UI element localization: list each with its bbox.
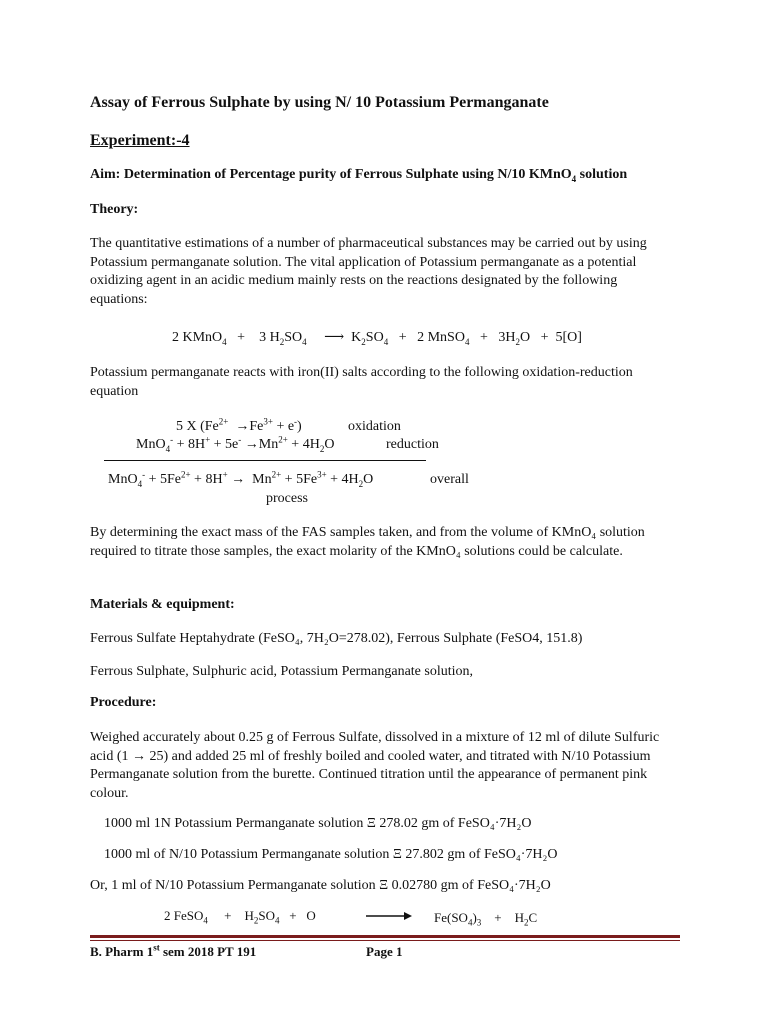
footer-course-rest: sem 2018 PT 191: [159, 944, 257, 959]
materials-line-2: Ferrous Sulphate, Sulphuric acid, Potassium Permanganate solution,: [90, 664, 474, 679]
footer-left: [90, 944, 256, 960]
reaction-intro: Potassium permanganate reacts with iron(II) salts according to the following oxidation-reduction equation: [90, 365, 633, 399]
document-title: Assay of Ferrous Sulphate by using N/ 10 Potassium Permanganate: [90, 94, 549, 111]
overall-equation: $MnO_4^- + 5Fe^{2+} + 8H^+ \to Mn^{2+} + 5Fe^{3+} + 4H_2O$: [108, 469, 374, 489]
final-reaction: 2 FeSO$_4$ + $H_2SO_4 + O$: [164, 908, 316, 926]
aim-subscript: 4: [571, 173, 577, 184]
equivalence-line-3: Or, 1 ml of N/10 Potassium Permanganate solution Ξ 0.02780 gm of FeSO₄·7H₂O: [90, 878, 551, 893]
footer-course: B. Pharm 1: [90, 944, 154, 959]
procedure-paragraph: Weighed accurately about 0.25 g of Ferrous Sulfate, dissolved in a mixture of 12 ml of dilute Sulfuric acid (1 → 25) and added 25 ml of freshly boiled and cooled water, and titrated with N/10 Potassium Permanganate solution from the burette. Continued titration until the appearance of permanent pink colour.: [90, 730, 660, 801]
page-number: Page 1: [366, 944, 403, 959]
aim-line: [90, 167, 627, 183]
reduction-equation: $MnO_4^- + 8H^+ + 5e^- \to Mn^{2+} + 4H_2O$: [136, 434, 335, 454]
oxidation-label: oxidation: [348, 419, 401, 434]
reduction-label: reduction: [386, 437, 439, 452]
process-label: process: [266, 491, 308, 506]
theory-heading: Theory:: [90, 202, 139, 217]
equivalence-line-2: 1000 ml of N/10 Potassium Permanganate solution Ξ 27.802 gm of FeSO₄·7H₂O: [104, 847, 558, 862]
theory-paragraph: The quantitative estimations of a number of pharmaceutical substances may be carried out by using Potassium permanganate solution. The vital application of Potassium permanganate as a potential oxidizing agent in an acidic medium mainly rests on the reactions designated by the following equations:: [90, 236, 647, 307]
materials-heading: Materials & equipment:: [90, 597, 235, 612]
aim-suffix: solution: [576, 167, 628, 182]
procedure-heading: Procedure:: [90, 695, 157, 710]
aim-text: Aim: Determination of Percentage purity of Ferrous Sulphate using N/10 KMnO: [90, 167, 572, 182]
fas-paragraph: By determining the exact mass of the FAS samples taken, and from the volume of KMnO₄ solution required to titrate those samples, the exact molarity of the KMnO₄ solutions could be calculate.: [90, 525, 645, 559]
overall-label: overall: [430, 472, 469, 487]
main-equation: 2 KMnO$_4$ + 3 $H_2SO_4$ ⟶ $K_2SO_4 + 2$ MnSO$_4$ + $3H_2O + 5[O]$: [172, 330, 582, 347]
footer-rule-thin: [90, 940, 680, 941]
sum-line: [104, 460, 426, 461]
footer-sup: st: [153, 942, 160, 953]
materials-line-1: Ferrous Sulfate Heptahydrate (FeSO₄, 7H₂O=278.02), Ferrous Sulphate (FeSO4, 151.8): [90, 631, 583, 646]
footer-rule-thick: [90, 935, 680, 938]
reaction-arrow-icon: [364, 909, 414, 923]
final-reaction-products: $Fe(SO_4)_3$ + $H_2C$: [434, 910, 538, 928]
equivalence-line-1: 1000 ml 1N Potassium Permanganate solution Ξ 278.02 gm of FeSO₄·7H₂O: [104, 816, 532, 831]
experiment-heading: Experiment:-4: [90, 132, 190, 149]
oxidation-equation: 5 X $(Fe^{2+} \to Fe^{3+} + e^-)$: [176, 416, 302, 434]
